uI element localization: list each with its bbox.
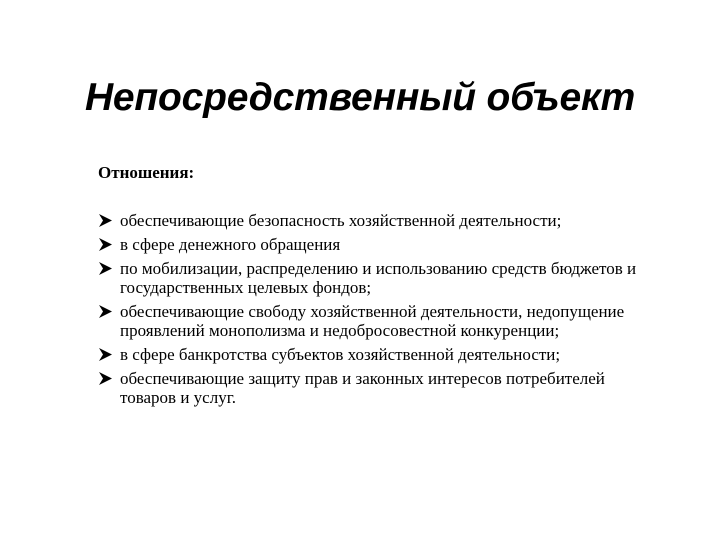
list-item bbox=[98, 259, 658, 297]
bullet-text: обеспечивающие безопасность хозяйственной деятельности; bbox=[120, 211, 562, 230]
list-item bbox=[98, 211, 658, 230]
bullet-text: в сфере банкротства субъектов хозяйственной деятельности; bbox=[120, 345, 561, 364]
bullet-text: в сфере денежного обращения bbox=[120, 235, 341, 254]
bullet-text: обеспечивающие защиту прав и законных интересов потребителей товаров и услуг. bbox=[120, 369, 605, 407]
relations-heading: Отношения: bbox=[98, 163, 195, 182]
list-item bbox=[98, 235, 658, 254]
bullet-text: по мобилизации, распределению и использованию средств бюджетов и государственных целевых фондов; bbox=[120, 259, 637, 297]
slide-content bbox=[98, 162, 658, 412]
arrow-bullet-icon bbox=[98, 214, 113, 227]
slide-title: Непосредственный объект bbox=[84, 76, 636, 119]
bullet-list bbox=[98, 211, 658, 407]
bullet-text: обеспечивающие свободу хозяйственной деятельности, недопущение проявлений монополизма и недобросовестной конкуренции; bbox=[120, 302, 625, 340]
list-item bbox=[98, 302, 658, 340]
list-item bbox=[98, 369, 658, 407]
arrow-bullet-icon bbox=[98, 305, 113, 318]
arrow-bullet-icon bbox=[98, 372, 113, 385]
arrow-bullet-icon bbox=[98, 348, 113, 361]
arrow-bullet-icon bbox=[98, 262, 113, 275]
list-item bbox=[98, 345, 658, 364]
arrow-bullet-icon bbox=[98, 238, 113, 251]
